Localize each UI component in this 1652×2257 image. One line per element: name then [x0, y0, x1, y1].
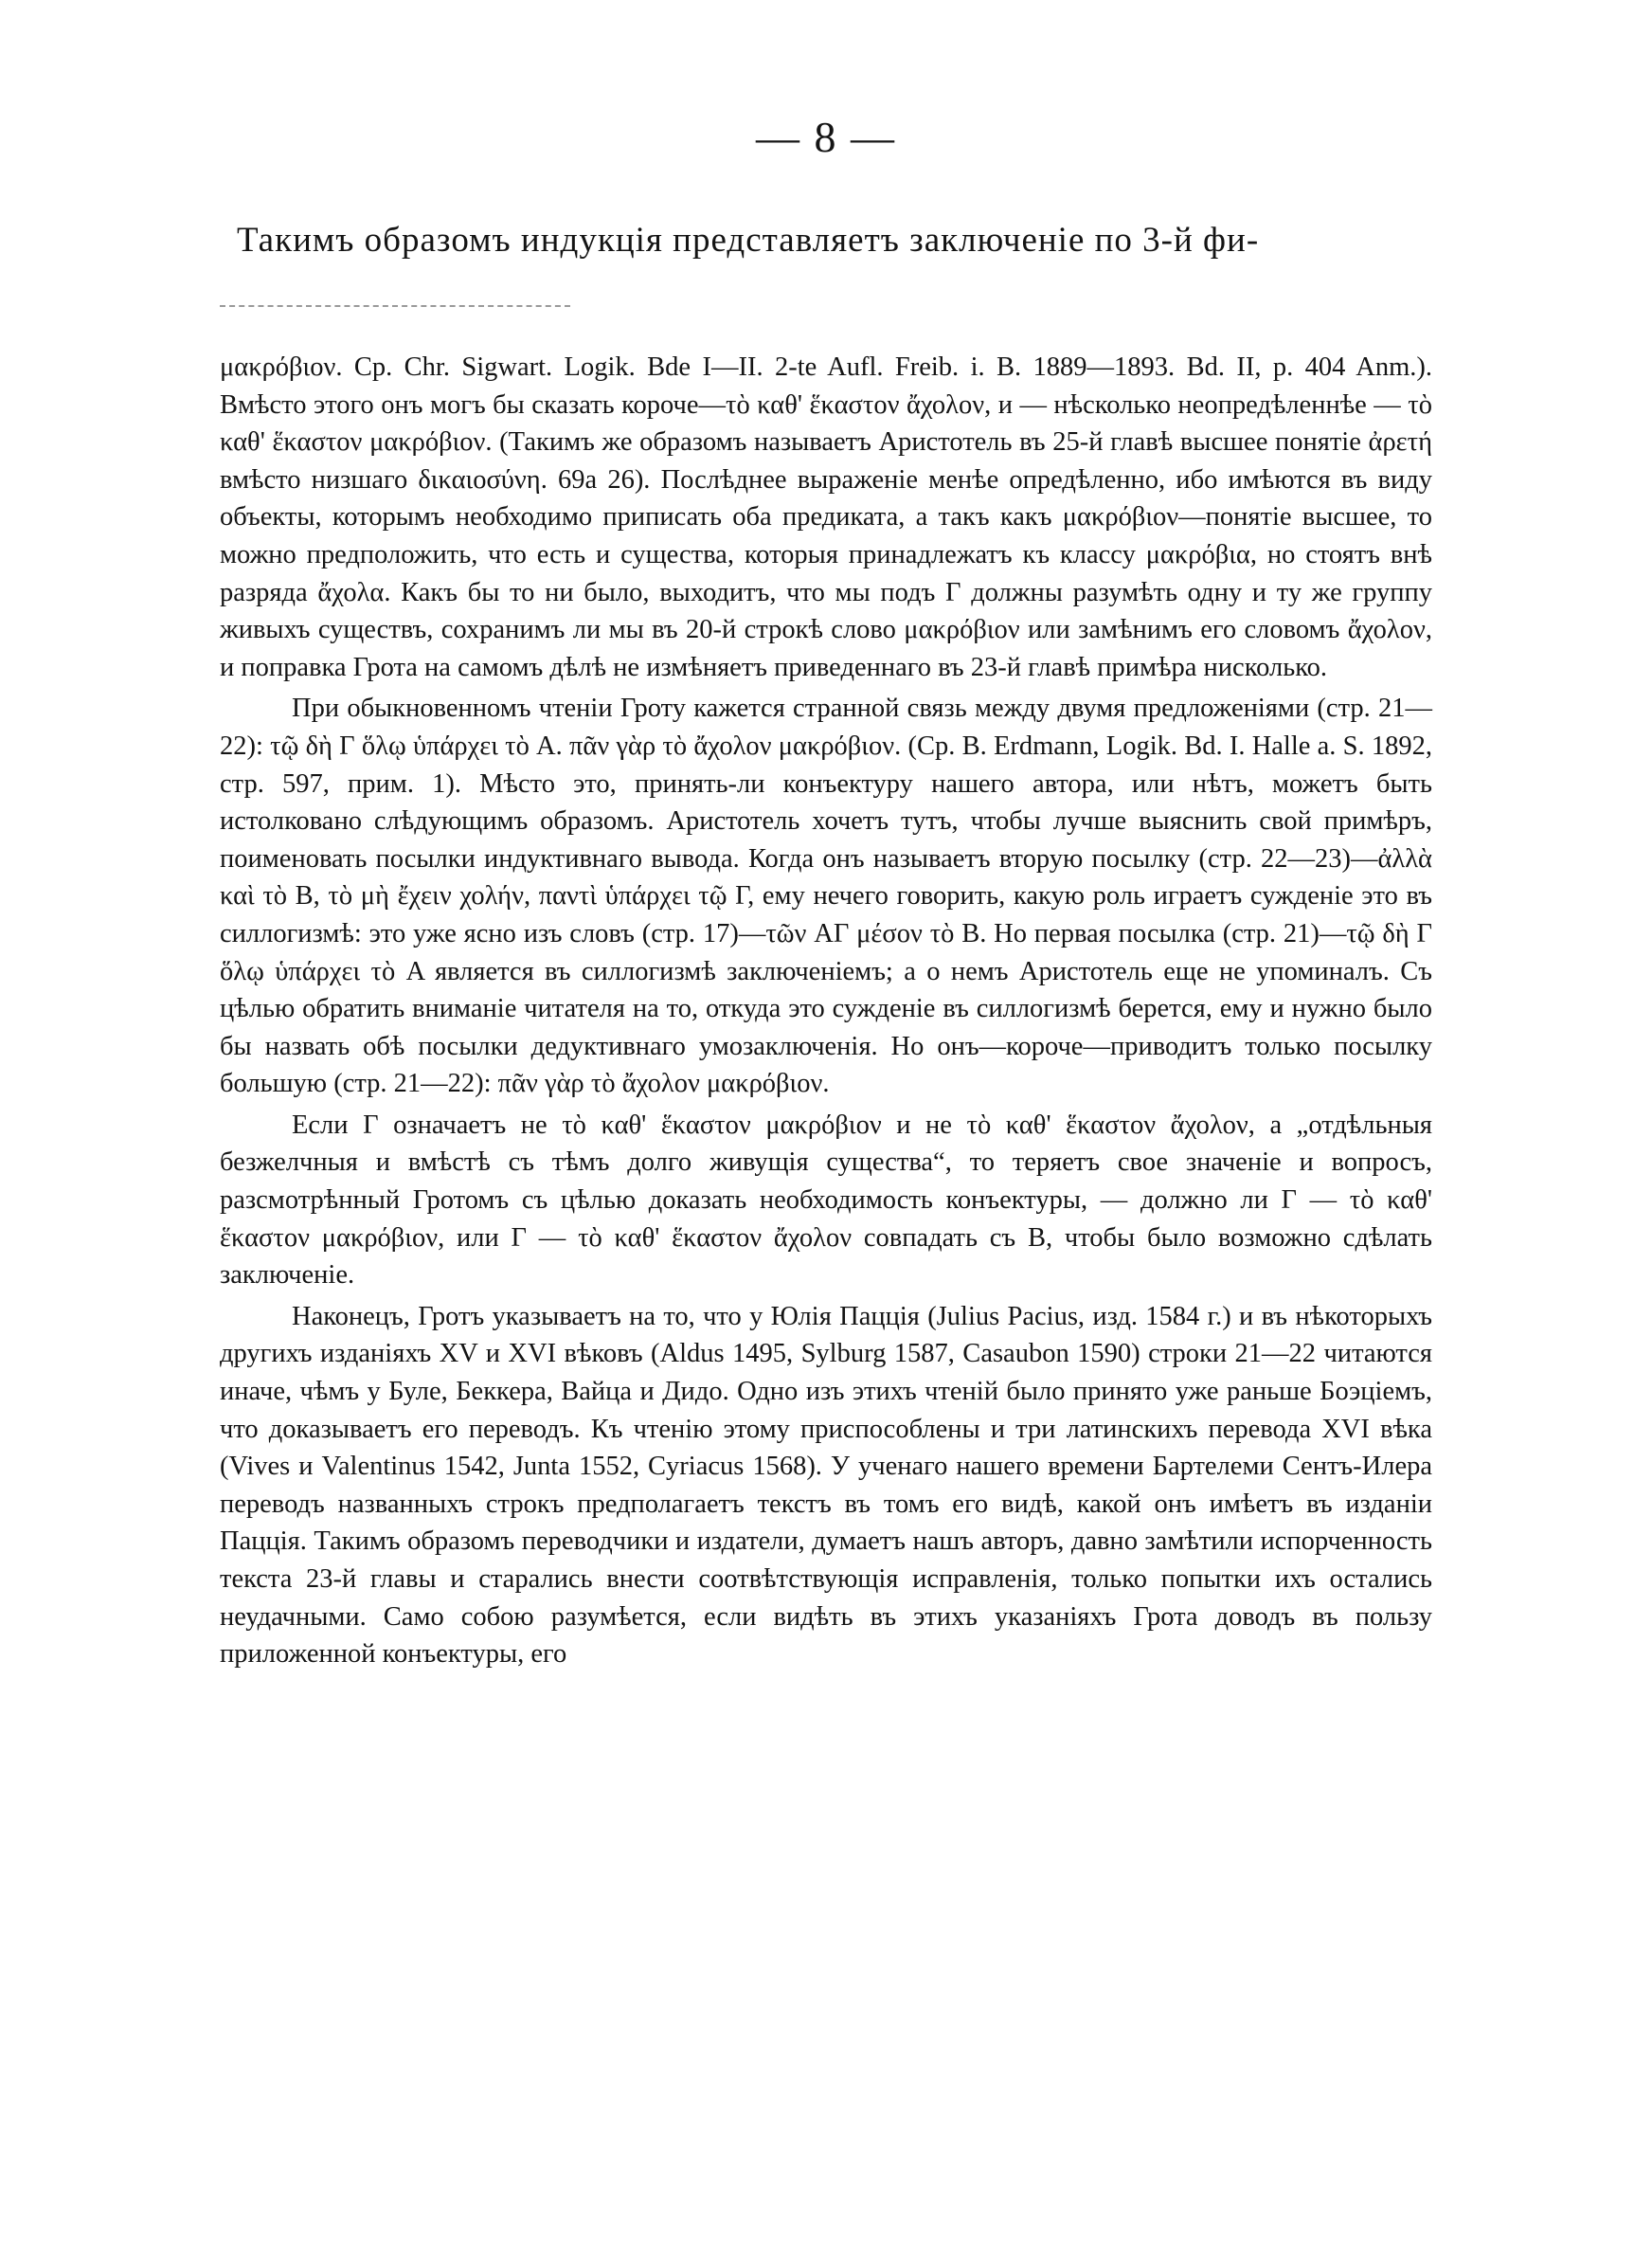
- paragraph-2: При обыкновенномъ чтеніи Гроту кажется странной связь между двумя предложеніями (стр. 21—22): τῷ δὴ Γ ὅλῳ ὑπάρχει τὸ A. πᾶν γὰρ τὸ ἄχολον μακρόβιον. (Ср. B. Erdmann, Logik. Bd. I. Halle a. S. 1892, стр. 597, прим. 1). Мѣсто это, принять-ли конъектуру нашего автора, или нѣтъ, можетъ быть истолковано слѣдующимъ образомъ. Аристотель хочетъ тутъ, чтобы лучше выяснить свой примѣръ, поименовать посылки индуктивнаго вывода. Когда онъ называетъ вторую посылку (стр. 22—23)—ἀλλὰ καὶ τὸ B, τὸ μὴ ἔχειν χολήν, παντὶ ὑπάρχει τῷ Γ, ему нечего говорить, какую роль играетъ сужденіе это въ силлогизмѣ: это уже ясно изъ словъ (стр. 17)—τῶν AΓ μέσον τὸ B. Но первая посылка (стр. 21)—τῷ δὴ Γ ὅλῳ ὑπάρχει τὸ A является въ силлогизмѣ заключеніемъ; а о немъ Аристотель еще не упоминалъ. Съ цѣлью обратить вниманіе читателя на то, откуда это сужденіе въ силлогизмѣ берется, ему и нужно было бы назвать обѣ посылки дедуктивнаго умозаключенія. Но онъ—короче—приводитъ только посылку большую (стр. 21—22): πᾶν γὰρ τὸ ἄχολον μακρόβιον.: [220, 694, 1432, 1099]
- paragraph-4: Наконецъ, Гротъ указываетъ на то, что у Юлія Пацція (Julius Pacius, изд. 1584 г.) и въ нѣкоторыхъ другихъ изданіяхъ XV и XVI вѣковъ (Aldus 1495, Sylburg 1587, Casaubon 1590) строки 21—22 читаются иначе, чѣмъ у Буле, Беккера, Вайца и Дидо. Одно изъ этихъ чтеній было принято уже раньше Боэціемъ, что доказываетъ его переводъ. Къ чтенію этому приспособлены и три латинскихъ перевода XVI вѣка (Vives и Valentinus 1542, Junta 1552, Cyriacus 1568). У ученаго нашего времени Бартелеми Сентъ-Илера переводъ названныхъ строкъ предполагаетъ текстъ въ томъ его видѣ, какой онъ имѣетъ въ изданіи Пацція. Такимъ образомъ переводчики и издатели, думаетъ нашъ авторъ, давно замѣтили испорченность текста 23-й главы и старались внести соотвѣтствующія исправленія, только попытки ихъ остались неудачными. Само собою разумѣется, если видѣть въ этихъ указаніяхъ Грота доводъ въ пользу приложенной конъектуры, его: [220, 1301, 1432, 1670]
- body-text: [220, 349, 1432, 1673]
- paragraph-3: Если Γ означаетъ не τὸ καθ' ἕκαστον μακρόβιον и не τὸ καθ' ἕκαστον ἄχολον, а „отдѣльныя безжелчныя и вмѣстѣ съ тѣмъ долго живущія существа“, то теряетъ свое значеніе и вопросъ, разсмотрѣнный Гротомъ съ цѣлью доказать необходимость конъектуры, — должно ли Γ — τὸ καθ' ἕκαστον μακρόβιον, или Γ — τὸ καθ' ἕκαστον ἄχολον совпадать съ B, чтобы было возможно сдѣлать заключеніе.: [220, 1110, 1432, 1291]
- paragraph-1: μακρόβιον. Ср. Chr. Sigwart. Logik. Bde I—II. 2-te Aufl. Freib. i. B. 1889—1893. Bd. II, p. 404 Anm.). Вмѣсто этого онъ могъ бы сказать короче—τὸ καθ' ἕκαστον ἄχολον, и — нѣсколько неопредѣленнѣе — τὸ καθ' ἕκαστον μακρόβιον. (Такимъ же образомъ называетъ Аристотель въ 25-й главѣ высшее понятіе ἀρετή вмѣсто низшаго δικαιοσύνη. 69a 26). Послѣднее выраженіе менѣе опредѣленно, ибо имѣются въ виду объекты, которымъ необходимо приписать оба предиката, а такъ какъ μακρόβιον—понятіе высшее, то можно предположить, что есть и существа, которыя принадлежатъ къ классу μακρόβια, но стоятъ внѣ разряда ἄχολα. Какъ бы то ни было, выходитъ, что мы подъ Γ должны разумѣть одну и ту же группу живыхъ существъ, сохранимъ ли мы въ 20-й строкѣ слово μακρόβιον или замѣнимъ его словомъ ἄχολον, и поправка Грота на самомъ дѣлѣ не измѣняетъ приведеннаго въ 23-й главѣ примѣра нисколько.: [220, 352, 1432, 682]
- page-number: — 8 —: [756, 113, 896, 161]
- separator-rule: [220, 305, 570, 307]
- lead-line: Такимъ образомъ индукція представляетъ заключеніе по 3-й фи-: [237, 221, 1260, 260]
